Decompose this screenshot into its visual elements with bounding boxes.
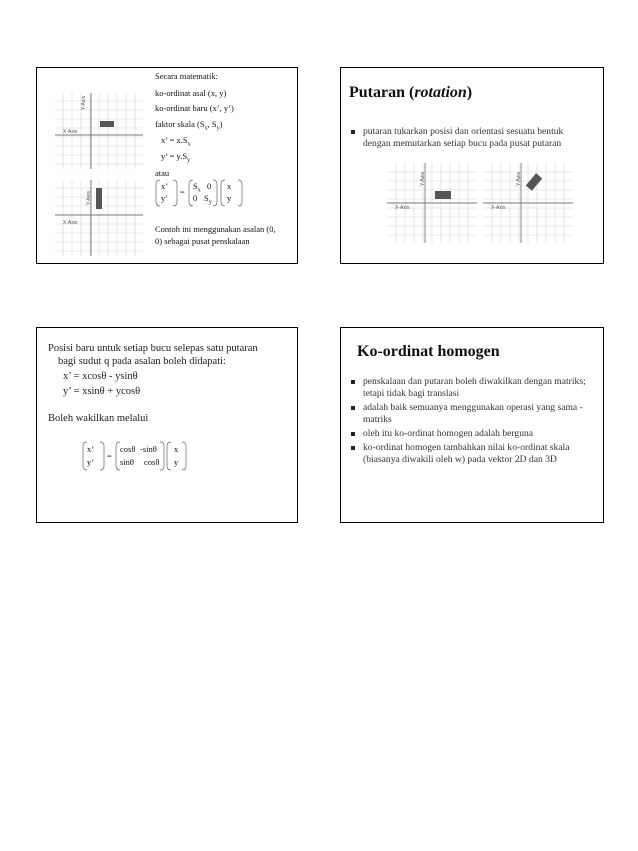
rot-matrix-01: -sinθ xyxy=(140,444,157,454)
equation-x-sub: x xyxy=(187,141,191,148)
list-item: ko-ordinat homogen tambahkan nilai ko-ordinat skala (biasanya diwakili oleh w) pada vektor 2D dan 3D xyxy=(349,442,595,466)
axis-x-label-after: X-Axis xyxy=(491,205,506,211)
scaling-graph-bottom xyxy=(55,180,143,256)
bullet-list xyxy=(349,376,595,468)
equation-y-prefix: y’ = y.S xyxy=(161,151,188,161)
rot-matrix-lhs-x: x’ xyxy=(87,444,95,454)
matrix-s-11-base: S xyxy=(204,193,209,203)
matrix-rhs-x: x xyxy=(227,181,232,191)
equation-y xyxy=(161,151,190,166)
matrix-rhs-y: y xyxy=(227,193,232,203)
intro-line2: bagi sudut q pada asalan boleh didapati: xyxy=(58,356,226,367)
title-prefix: Putaran ( xyxy=(349,84,415,101)
equation-x-prefix: x’ = x.S xyxy=(161,135,188,145)
axis-x-label-top: X-Axis xyxy=(63,129,78,135)
matrix-s-10: 0 xyxy=(193,193,198,203)
scale-factor-mid: , S xyxy=(207,119,217,129)
matrix-s-11 xyxy=(204,193,212,208)
title-suffix: ) xyxy=(466,84,473,101)
list-item: putaran tukarkan posisi dan orientasi sesuatu bentuk dengan memutarkan setiap bucu pada pusat putaran xyxy=(349,126,589,150)
slide-title: Ko-ordinat homogen xyxy=(357,343,500,360)
matrix-s-00-sub: x xyxy=(197,187,201,194)
rot-matrix-11: cosθ xyxy=(144,457,160,467)
rot-matrix-10: sinθ xyxy=(120,457,134,467)
scale-y-sub: y xyxy=(216,125,220,132)
slide-title xyxy=(349,84,472,102)
axis-y-label-top: Y-Axis xyxy=(81,96,87,110)
slide-scaling xyxy=(36,67,298,264)
note-line2: 0) sebagai pusat penskalaan xyxy=(155,236,250,246)
rot-matrix-rhs-y: y xyxy=(174,457,179,467)
axis-y-label-after: Y-Axis xyxy=(516,172,522,186)
new-coord-text: ko-ordinat baru (x’, y’) xyxy=(155,103,234,113)
rot-matrix-rhs-x: x xyxy=(174,444,179,454)
scaling-matrix-brackets xyxy=(155,178,247,208)
scale-factor-text xyxy=(155,119,222,134)
matrix-s-11-sub: y xyxy=(208,199,212,206)
axis-x-label-bottom: X-Axis xyxy=(63,220,78,226)
scaled-shape-top xyxy=(100,121,114,127)
scale-factor-suffix: ) xyxy=(219,119,223,129)
title-italic: rotation xyxy=(414,84,467,101)
rot-matrix-equals: = xyxy=(107,451,112,461)
bullet-list xyxy=(349,126,589,152)
axis-x-label-before: X-Axis xyxy=(395,205,410,211)
rotation-shape-before xyxy=(435,191,451,199)
list-item: penskalaan dan putaran boleh diwakilkan dengan matriks; tetapi tidak bagi translasi xyxy=(349,376,595,400)
list-item: adalah baik semuanya menggunakan operasi yang sama - matriks xyxy=(349,402,595,426)
original-coord-text: ko-ordinat asal (x, y) xyxy=(155,88,227,98)
matrix-equals: = xyxy=(180,187,185,197)
slide-rotation-formula xyxy=(36,327,298,523)
scaled-shape-bottom xyxy=(96,188,102,209)
rot-matrix-lhs-y: y’ xyxy=(87,457,95,467)
math-title: Secara matematik: xyxy=(155,71,219,81)
rotation-eq-y: y’ = xsinθ + ycosθ xyxy=(63,386,141,397)
list-item: oleh itu ko-ordinat homogen adalah berguna xyxy=(349,428,595,440)
slide-homogeneous xyxy=(340,327,604,523)
rot-matrix-00: cosθ xyxy=(120,444,136,454)
equation-x xyxy=(161,135,191,150)
note-line1: Contoh ini menggunakan asalan (0, xyxy=(155,224,276,234)
represent-line: Boleh wakilkan melalui xyxy=(48,413,149,424)
intro-line1: Posisi baru untuk setiap bucu selepas satu putaran xyxy=(48,343,258,354)
scale-x-sub: x xyxy=(204,125,208,132)
rotation-eq-x: x’ = xcosθ - ysinθ xyxy=(63,371,138,382)
equation-y-sub: y xyxy=(187,157,191,164)
rotation-graph-after xyxy=(483,163,573,243)
slide-rotation xyxy=(340,67,604,264)
scale-factor-prefix: faktor skala (S xyxy=(155,119,205,129)
matrix-s-00-base: S xyxy=(193,181,198,191)
matrix-s-01: 0 xyxy=(207,181,212,191)
rotation-graph-before xyxy=(387,163,477,243)
matrix-lhs-x: x’ xyxy=(161,181,169,191)
or-label: atau xyxy=(155,168,170,178)
axis-y-label-bottom: Y-Axis xyxy=(86,191,92,205)
matrix-lhs-y: y’ xyxy=(161,193,169,203)
axis-y-label-before: Y-Axis xyxy=(420,172,426,186)
